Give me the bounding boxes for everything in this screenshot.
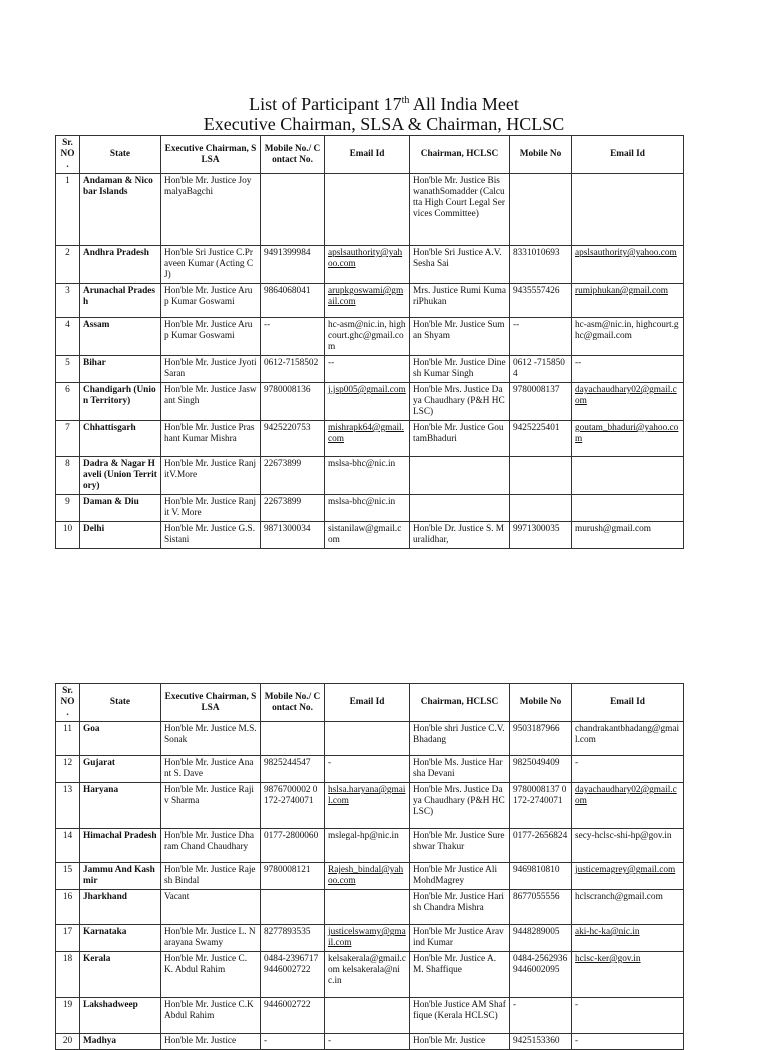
title-superscript: th [401, 95, 410, 106]
header-executive-chairman: Executive Chairman, SLSA [161, 684, 261, 722]
cell-hclsc: Hon'ble Dr. Justice S. Muralidhar, [410, 522, 510, 549]
cell-exec: Hon'ble Mr. Justice C. K. Abdul Rahim [161, 952, 261, 998]
header-email-id-2: Email Id [572, 136, 684, 174]
cell-hclsc [410, 495, 510, 522]
cell-mob: 22673899 [261, 495, 325, 522]
cell-mob: 9871300034 [261, 522, 325, 549]
cell-email: Rajesh_bindal@yahoo.com [325, 863, 410, 890]
cell-state: Jammu And Kashmir [80, 863, 161, 890]
cell-exec: Hon'ble Mr. Justice Rajiv Sharma [161, 783, 261, 829]
cell-email2: goutam_bhaduri@yahoo.com [572, 421, 684, 457]
cell-state: Jharkhand [80, 890, 161, 925]
table-row [56, 174, 684, 246]
cell-state: Karnataka [80, 925, 161, 952]
table-row [56, 952, 684, 998]
cell-exec: Hon'ble Mr. Justice Ranjit V. More [161, 495, 261, 522]
cell-email: mslegal-hp@nic.in [325, 829, 410, 863]
cell-hclsc: Hon'ble Justice AM Shaffique (Kerala HCLSC) [410, 998, 510, 1034]
cell-sn: 14 [56, 829, 80, 863]
table-row [56, 890, 684, 925]
cell-email2: murush@gmail.com [572, 522, 684, 549]
cell-sn: 8 [56, 457, 80, 495]
cell-email2: hc-asm@nic.in, highcourt.ghc@gmail.com [572, 318, 684, 356]
cell-sn: 5 [56, 356, 80, 383]
cell-email2 [572, 174, 684, 246]
cell-hclsc: Hon'ble Sri Justice A.V.Sesha Sai [410, 246, 510, 284]
cell-mob2: 0177-2656824 [510, 829, 572, 863]
table-row [56, 829, 684, 863]
table-row [56, 722, 684, 756]
cell-hclsc: Hon'ble Mr. Justice BiswanathSomadder (Calcutta High Court Legal Services Committee) [410, 174, 510, 246]
header-email-id-2: Email Id [572, 684, 684, 722]
cell-state: Assam [80, 318, 161, 356]
cell-hclsc: Hon'ble Mr. Justice Sureshwar Thakur [410, 829, 510, 863]
table-row [56, 522, 684, 549]
cell-hclsc: Hon'ble Mr. Justice GoutamBhaduri [410, 421, 510, 457]
cell-email: -- [325, 356, 410, 383]
cell-email: j.jsp005@gmail.com [325, 383, 410, 421]
header-mobile-contact: Mobile No./ Contact No. [261, 136, 325, 174]
cell-sn: 10 [56, 522, 80, 549]
cell-state: Himachal Pradesh [80, 829, 161, 863]
cell-email2 [572, 457, 684, 495]
cell-mob [261, 174, 325, 246]
cell-exec: Hon'ble Mr. Justice M.S.Sonak [161, 722, 261, 756]
table-header-row [56, 684, 684, 722]
header-state: State [80, 684, 161, 722]
header-state: State [80, 136, 161, 174]
cell-email2: dayachaudhary02@gmail.com [572, 383, 684, 421]
cell-mob2: 8331010693 [510, 246, 572, 284]
cell-mob2: 9503187966 [510, 722, 572, 756]
cell-mob: 9491399984 [261, 246, 325, 284]
cell-exec: Hon'ble Mr. Justice Jaswant Singh [161, 383, 261, 421]
cell-email: sistanilaw@gmail.com [325, 522, 410, 549]
cell-state: Bihar [80, 356, 161, 383]
header-email-id: Email Id [325, 136, 410, 174]
cell-mob: 9864068041 [261, 284, 325, 318]
table-row [56, 756, 684, 783]
cell-email: mishrapk64@gmail.com [325, 421, 410, 457]
table-row [56, 1034, 684, 1050]
cell-mob: 9825244547 [261, 756, 325, 783]
cell-exec: Hon'ble Mr. Justice G.S. Sistani [161, 522, 261, 549]
document-subtitle: Executive Chairman, SLSA & Chairman, HCLSC [203, 114, 565, 134]
cell-state: Chhattisgarh [80, 421, 161, 457]
cell-mob: 9780008136 [261, 383, 325, 421]
cell-email2: secy-hclsc-shi-hp@gov.in [572, 829, 684, 863]
header-sr-no: Sr. NO . [56, 684, 80, 722]
cell-hclsc: Hon'ble Ms. Justice Harsha Devani [410, 756, 510, 783]
cell-email: mslsa-bhc@nic.in [325, 495, 410, 522]
cell-mob: - [261, 1034, 325, 1050]
header-sr-no: Sr. NO . [56, 136, 80, 174]
cell-state: Delhi [80, 522, 161, 549]
cell-mob2: -- [510, 318, 572, 356]
cell-exec: Vacant [161, 890, 261, 925]
cell-email2: - [572, 1034, 684, 1050]
cell-mob: 9780008121 [261, 863, 325, 890]
cell-email2: - [572, 756, 684, 783]
cell-sn: 16 [56, 890, 80, 925]
cell-exec: Hon'ble Mr. Justice C.K Abdul Rahim [161, 998, 261, 1034]
cell-mob2 [510, 457, 572, 495]
cell-email2: aki-hc-ka@nic.in [572, 925, 684, 952]
cell-mob: 9446002722 [261, 998, 325, 1034]
cell-mob2 [510, 495, 572, 522]
cell-email: apslsauthority@yahoo.com [325, 246, 410, 284]
cell-mob: 0177-2800060 [261, 829, 325, 863]
cell-sn: 9 [56, 495, 80, 522]
cell-exec: Hon'ble Mr. Justice Arup Kumar Goswami [161, 284, 261, 318]
cell-exec: Hon'ble Mr. Justice [161, 1034, 261, 1050]
cell-mob2: 0484-2562936 9446002095 [510, 952, 572, 998]
table-row [56, 421, 684, 457]
cell-email: hc-asm@nic.in, highcourt.ghc@gmail.com [325, 318, 410, 356]
cell-state: Lakshadweep [80, 998, 161, 1034]
cell-hclsc: Hon'ble Mr. Justice Dinesh Kumar Singh [410, 356, 510, 383]
cell-sn: 2 [56, 246, 80, 284]
cell-exec: Hon'ble Sri Justice C.Praveen Kumar (Acting CJ) [161, 246, 261, 284]
cell-hclsc: Hon'ble Mr. Justice A.M. Shaffique [410, 952, 510, 998]
cell-sn: 18 [56, 952, 80, 998]
cell-mob2: 0612 -7158504 [510, 356, 572, 383]
cell-hclsc: Hon'ble shri Justice C.V. Bhadang [410, 722, 510, 756]
cell-hclsc: Hon'ble Mr. Justice [410, 1034, 510, 1050]
cell-email2: justicemagrey@gmail.com [572, 863, 684, 890]
cell-email: kelsakerala@gmail.com kelsakerala@nic.in [325, 952, 410, 998]
cell-mob2: 9425225401 [510, 421, 572, 457]
table-row [56, 998, 684, 1034]
title-text: List of Participant 17 [249, 94, 402, 114]
cell-exec: Hon'ble Mr. Justice Rajesh Bindal [161, 863, 261, 890]
cell-email2: dayachaudhary02@gmail.com [572, 783, 684, 829]
cell-email: hslsa.haryana@gmail.com [325, 783, 410, 829]
cell-sn: 7 [56, 421, 80, 457]
cell-mob: 22673899 [261, 457, 325, 495]
table-row [56, 284, 684, 318]
table-row [56, 383, 684, 421]
table-row [56, 457, 684, 495]
participants-table-2 [55, 683, 684, 1050]
cell-exec: Hon'ble Mr. Justice Jyoti Saran [161, 356, 261, 383]
cell-email: - [325, 1034, 410, 1050]
cell-exec: Hon'ble Mr. Justice Prashant Kumar Mishra [161, 421, 261, 457]
cell-hclsc [410, 457, 510, 495]
cell-hclsc: Hon'ble Mr. Justice Harish Chandra Mishra [410, 890, 510, 925]
cell-sn: 1 [56, 174, 80, 246]
cell-email2 [572, 495, 684, 522]
header-executive-chairman: Executive Chairman, SLSA [161, 136, 261, 174]
cell-state: Andaman & Nicobar Islands [80, 174, 161, 246]
cell-email [325, 174, 410, 246]
cell-email2: apslsauthority@yahoo.com [572, 246, 684, 284]
cell-state: Haryana [80, 783, 161, 829]
cell-mob2: 9780008137 [510, 383, 572, 421]
cell-exec: Hon'ble Mr. Justice Anant S. Dave [161, 756, 261, 783]
cell-mob: 0484-2396717 9446002722 [261, 952, 325, 998]
cell-email2: rumiphukan@gmail.com [572, 284, 684, 318]
header-email-id: Email Id [325, 684, 410, 722]
cell-email2: chandrakantbhadang@gmail.com [572, 722, 684, 756]
cell-mob2: 9971300035 [510, 522, 572, 549]
cell-state: Daman & Diu [80, 495, 161, 522]
table-row [56, 356, 684, 383]
cell-sn: 20 [56, 1034, 80, 1050]
cell-mob: 0612-7158502 [261, 356, 325, 383]
cell-sn: 6 [56, 383, 80, 421]
cell-email2: hclsc-ker@gov.in [572, 952, 684, 998]
cell-hclsc: Hon'ble Mr Justice Aravind Kumar [410, 925, 510, 952]
cell-sn: 19 [56, 998, 80, 1034]
participants-table-1 [55, 135, 684, 549]
cell-exec: Hon'ble Mr. Justice L. Narayana Swamy [161, 925, 261, 952]
cell-state: Gujarat [80, 756, 161, 783]
table-row [56, 318, 684, 356]
header-chairman-hclsc: Chairman, HCLSC [410, 684, 510, 722]
cell-mob2 [510, 174, 572, 246]
table-row [56, 783, 684, 829]
cell-state: Madhya [80, 1034, 161, 1050]
cell-mob2: 9425153360 [510, 1034, 572, 1050]
header-mobile-no: Mobile No [510, 136, 572, 174]
cell-mob: 9425220753 [261, 421, 325, 457]
cell-exec: Hon'ble Mr. Justice Dharam Chand Chaudhary [161, 829, 261, 863]
cell-hclsc: Hon'ble Mrs. Justice Daya Chaudhary (P&H HCLSC) [410, 383, 510, 421]
cell-email2: -- [572, 356, 684, 383]
cell-hclsc: Hon'ble Mrs. Justice Daya Chaudhary (P&H HCLSC) [410, 783, 510, 829]
cell-state: Andhra Pradesh [80, 246, 161, 284]
cell-exec: Hon'ble Mr. Justice RanjitV.More [161, 457, 261, 495]
document-title [0, 90, 768, 115]
cell-email [325, 722, 410, 756]
cell-sn: 3 [56, 284, 80, 318]
cell-email: justicelswamy@gmail.com [325, 925, 410, 952]
cell-mob [261, 722, 325, 756]
cell-mob2: 9469810810 [510, 863, 572, 890]
cell-hclsc: Hon'ble Mr Justice Ali MohdMagrey [410, 863, 510, 890]
table-row [56, 925, 684, 952]
cell-mob2: 9435557426 [510, 284, 572, 318]
cell-state: Arunachal Pradesh [80, 284, 161, 318]
cell-hclsc: Mrs. Justice Rumi KumariPhukan [410, 284, 510, 318]
cell-email [325, 998, 410, 1034]
cell-sn: 11 [56, 722, 80, 756]
header-mobile-contact: Mobile No./ Contact No. [261, 684, 325, 722]
table-row [56, 863, 684, 890]
cell-email: arupkgoswami@gmail.com [325, 284, 410, 318]
title-text-suffix: All India Meet [409, 94, 519, 114]
cell-sn: 12 [56, 756, 80, 783]
cell-sn: 17 [56, 925, 80, 952]
cell-mob2: - [510, 998, 572, 1034]
cell-sn: 13 [56, 783, 80, 829]
cell-email2: hclscranch@gmail.com [572, 890, 684, 925]
cell-hclsc: Hon'ble Mr. Justice Suman Shyam [410, 318, 510, 356]
cell-state: Dadra & Nagar Haveli (Union Territory) [80, 457, 161, 495]
table-header-row [56, 136, 684, 174]
cell-mob2: 9448289005 [510, 925, 572, 952]
cell-mob: 8277893535 [261, 925, 325, 952]
cell-email: mslsa-bhc@nic.in [325, 457, 410, 495]
cell-exec: Hon'ble Mr. Justice Arup Kumar Goswami [161, 318, 261, 356]
cell-sn: 4 [56, 318, 80, 356]
cell-email2: - [572, 998, 684, 1034]
table-row [56, 246, 684, 284]
cell-email [325, 890, 410, 925]
cell-mob2: 8677055556 [510, 890, 572, 925]
cell-state: Goa [80, 722, 161, 756]
cell-mob: 9876700002 0172-2740071 [261, 783, 325, 829]
cell-exec: Hon'ble Mr. Justice JoymalyaBagchi [161, 174, 261, 246]
cell-sn: 15 [56, 863, 80, 890]
header-mobile-no: Mobile No [510, 684, 572, 722]
table-row [56, 495, 684, 522]
cell-mob [261, 890, 325, 925]
cell-state: Chandigarh (Union Territory) [80, 383, 161, 421]
cell-mob: -- [261, 318, 325, 356]
cell-mob2: 9825049409 [510, 756, 572, 783]
cell-mob2: 9780008137 0172-2740071 [510, 783, 572, 829]
header-chairman-hclsc: Chairman, HCLSC [410, 136, 510, 174]
cell-state: Kerala [80, 952, 161, 998]
cell-email: - [325, 756, 410, 783]
